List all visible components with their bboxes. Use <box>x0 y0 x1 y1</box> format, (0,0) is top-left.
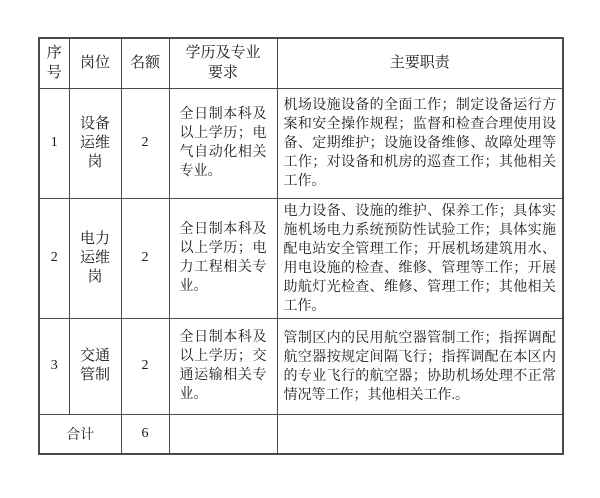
header-duties <box>277 38 563 88</box>
header-quota <box>121 38 169 88</box>
duties-text: 机场设施设备的全面工作；制定设备运行方案和安全操作规程；监督和检查合理使用设备、定期维护；设施设备维修、故障处理等工作；对设备和机房的巡查工作；其他相关工作。 <box>283 98 556 189</box>
header-position <box>69 38 121 88</box>
position-name: 设备运维岗 <box>79 115 110 170</box>
cell-duties <box>277 88 563 198</box>
total-empty-duties-cell <box>277 414 563 454</box>
requirements-text: 全日制本科及以上学历；交通运输相关专业。 <box>179 330 267 402</box>
cell-quota: 2 <box>121 198 169 318</box>
cell-requirements <box>169 318 277 414</box>
cell-duties <box>277 198 563 318</box>
header-duties-label: 主要职责 <box>389 55 450 72</box>
header-position-label: 岗位 <box>79 55 110 72</box>
cell-position <box>69 88 121 198</box>
cell-serial-number: 3 <box>39 318 69 414</box>
cell-requirements <box>169 88 277 198</box>
header-serial-number-label: 序号 <box>46 45 62 82</box>
total-quota: 6 <box>121 414 169 454</box>
cell-serial-number: 2 <box>39 198 69 318</box>
table-row <box>39 88 563 198</box>
table-header-row <box>39 38 563 88</box>
cell-requirements <box>169 198 277 318</box>
table-row <box>39 318 563 414</box>
cell-quota: 2 <box>121 88 169 198</box>
cell-position <box>69 198 121 318</box>
cell-position <box>69 318 121 414</box>
duties-text: 管制区内的民用航空器管制工作；指挥调配航空器按规定间隔飞行；指挥调配在本区内的专业飞行的航空器；协助机场处理不正常情况等工作；其他相关工作.。 <box>283 330 556 403</box>
position-name: 电力运维岗 <box>79 230 110 285</box>
requirements-text: 全日制本科及以上学历；电力工程相关专业。 <box>179 222 267 294</box>
cell-quota: 2 <box>121 318 169 414</box>
duties-text: 电力设备、设施的维护、保养工作；具体实施机场电力系统预防性试验工作；具体实施配电站安全管理工作；开展机场建筑用水、用电设施的检查、维修、管理等工作；开展助航灯光检查、维修、管理工作；其他相关工作。 <box>283 203 556 314</box>
total-empty-requirements-cell <box>169 414 277 454</box>
total-label: 合计 <box>39 414 121 454</box>
header-serial-number <box>39 38 69 88</box>
cell-duties <box>277 318 563 414</box>
header-requirements-label: 学历及专业要求 <box>185 45 261 82</box>
position-name: 交通管制 <box>79 348 110 383</box>
table-row <box>39 198 563 318</box>
requirements-text: 全日制本科及以上学历；电气自动化相关专业。 <box>179 107 267 179</box>
recruitment-positions-table <box>38 37 564 455</box>
header-requirements <box>169 38 277 88</box>
cell-serial-number: 1 <box>39 88 69 198</box>
table-total-row <box>39 414 563 454</box>
header-quota-label: 名额 <box>129 55 160 72</box>
